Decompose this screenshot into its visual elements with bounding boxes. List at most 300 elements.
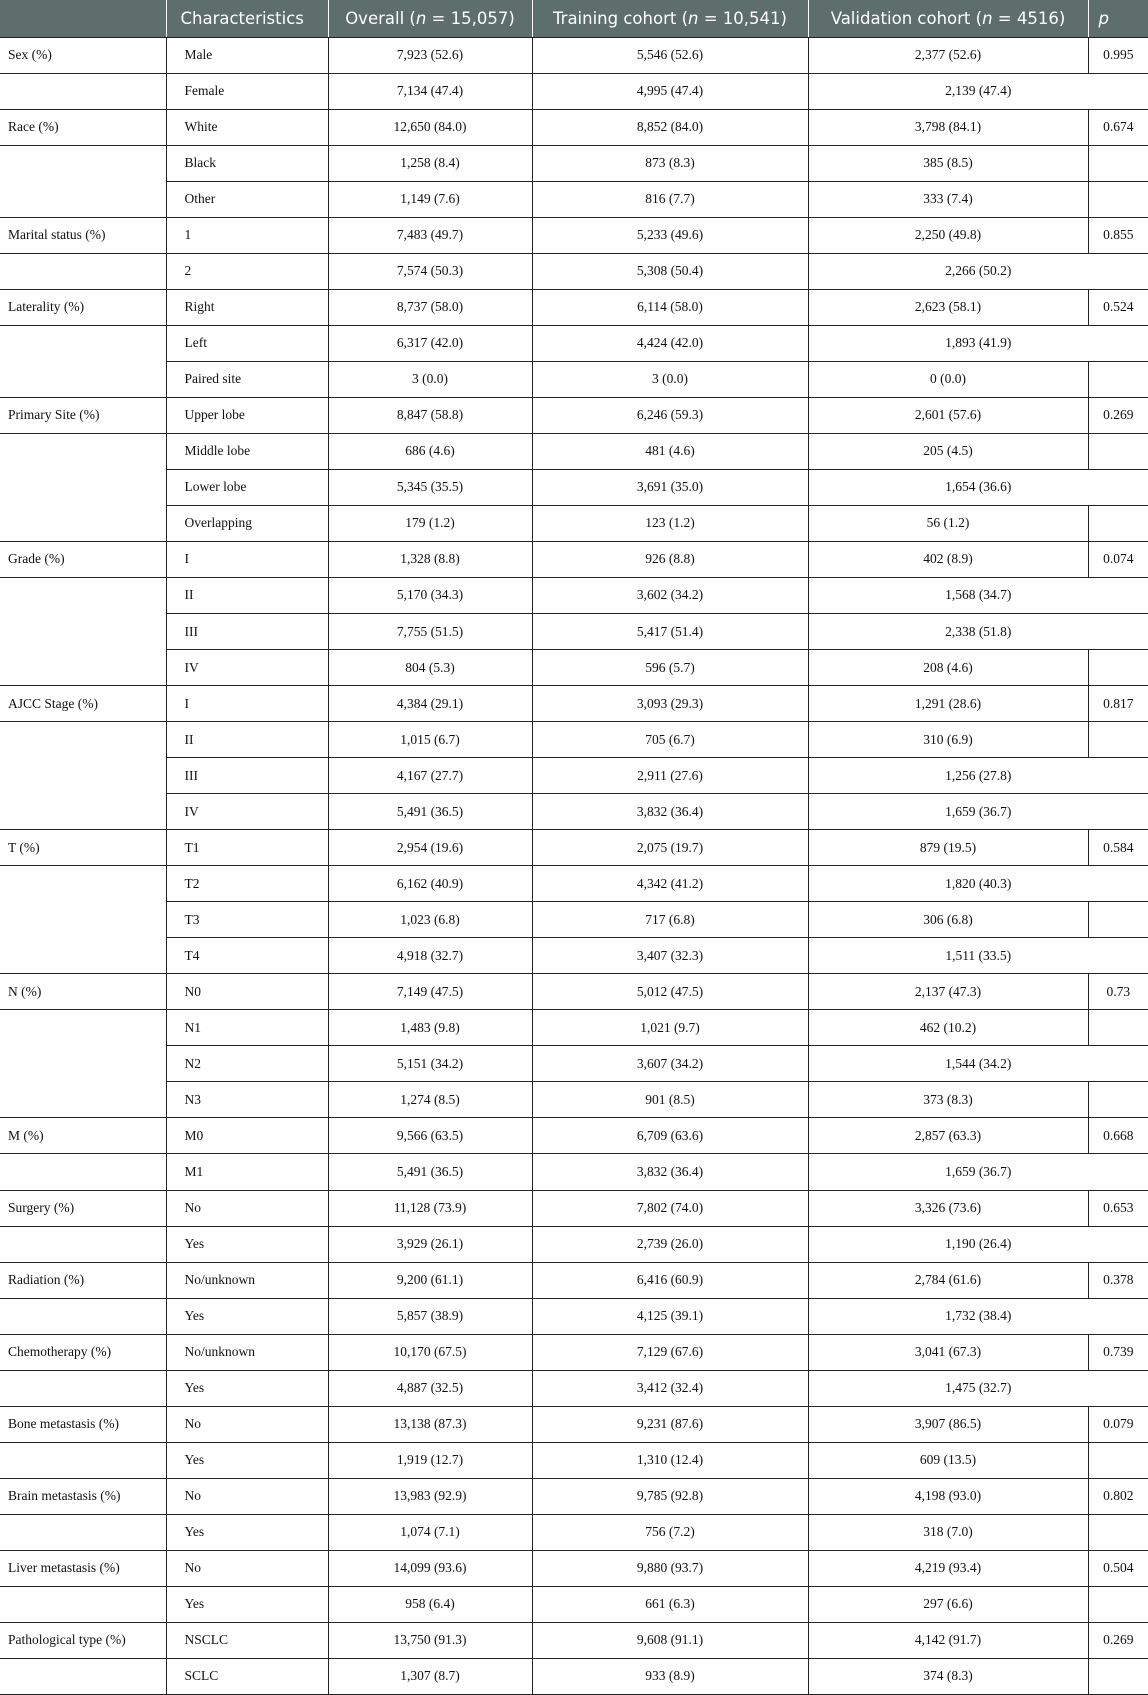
overall-cell: 958 (6.4) — [328, 1586, 532, 1622]
overall-cell: 804 (5.3) — [328, 650, 532, 686]
p-value-cell: 0.269 — [1088, 397, 1148, 433]
validation-cell: 208 (4.6) — [808, 650, 1088, 686]
validation-cell: 4,198 (93.0) — [808, 1478, 1088, 1514]
overall-cell: 4,918 (32.7) — [328, 938, 532, 974]
training-cell: 7,129 (67.6) — [532, 1334, 808, 1370]
validation-cell: 609 (13.5) — [808, 1442, 1088, 1478]
p-value-cell: 0.855 — [1088, 217, 1148, 253]
training-cell: 123 (1.2) — [532, 505, 808, 541]
validation-cell: 2,266 (50.2) — [808, 253, 1148, 289]
overall-cell: 6,162 (40.9) — [328, 866, 532, 902]
variable-cell-empty — [0, 794, 166, 830]
training-cell: 1,310 (12.4) — [532, 1442, 808, 1478]
overall-cell: 4,167 (27.7) — [328, 758, 532, 794]
p-value-cell: 0.504 — [1088, 1550, 1148, 1586]
header-blank — [0, 0, 166, 37]
variable-cell-empty — [0, 253, 166, 289]
variable-cell: Race (%) — [0, 109, 166, 145]
training-cell: 873 (8.3) — [532, 145, 808, 181]
overall-cell: 7,483 (49.7) — [328, 217, 532, 253]
overall-cell: 1,074 (7.1) — [328, 1514, 532, 1550]
variable-cell-empty — [0, 866, 166, 902]
table-row — [0, 577, 1148, 613]
variable-cell-empty — [0, 1586, 166, 1622]
validation-cell: 56 (1.2) — [808, 505, 1088, 541]
overall-cell: 7,574 (50.3) — [328, 253, 532, 289]
table-row — [0, 902, 1148, 938]
category-cell: Paired site — [166, 361, 328, 397]
training-cell: 8,852 (84.0) — [532, 109, 808, 145]
training-cell: 926 (8.8) — [532, 541, 808, 577]
table-row — [0, 938, 1148, 974]
overall-cell: 4,887 (32.5) — [328, 1370, 532, 1406]
variable-cell-empty — [0, 902, 166, 938]
table-row — [0, 1478, 1148, 1514]
overall-cell: 8,847 (58.8) — [328, 397, 532, 433]
validation-cell: 318 (7.0) — [808, 1514, 1088, 1550]
validation-cell: 4,142 (91.7) — [808, 1622, 1088, 1658]
variable-cell: Brain metastasis (%) — [0, 1478, 166, 1514]
table-row — [0, 1550, 1148, 1586]
p-value-cell: 0.802 — [1088, 1478, 1148, 1514]
validation-cell: 1,190 (26.4) — [808, 1226, 1148, 1262]
table-row — [0, 1082, 1148, 1118]
training-cell: 9,608 (91.1) — [532, 1622, 808, 1658]
training-cell: 3,412 (32.4) — [532, 1370, 808, 1406]
training-cell: 756 (7.2) — [532, 1514, 808, 1550]
training-cell: 5,546 (52.6) — [532, 37, 808, 73]
variable-cell-empty — [0, 938, 166, 974]
header-characteristics: Characteristics — [166, 0, 328, 37]
p-value-cell-empty — [1088, 1082, 1148, 1118]
variable-cell-empty — [0, 469, 166, 505]
table-row — [0, 1190, 1148, 1226]
validation-cell: 3,907 (86.5) — [808, 1406, 1088, 1442]
p-value-cell-empty — [1088, 1658, 1148, 1694]
variable-cell-empty — [0, 1370, 166, 1406]
p-value-cell: 0.524 — [1088, 289, 1148, 325]
validation-cell: 374 (8.3) — [808, 1658, 1088, 1694]
overall-cell: 11,128 (73.9) — [328, 1190, 532, 1226]
validation-cell: 3,798 (84.1) — [808, 109, 1088, 145]
table-row — [0, 217, 1148, 253]
category-cell: T2 — [166, 866, 328, 902]
validation-cell: 2,250 (49.8) — [808, 217, 1088, 253]
variable-cell-empty — [0, 1298, 166, 1334]
category-cell: Yes — [166, 1226, 328, 1262]
validation-cell: 2,338 (51.8) — [808, 614, 1148, 650]
overall-cell: 5,491 (36.5) — [328, 1154, 532, 1190]
validation-cell: 1,659 (36.7) — [808, 1154, 1148, 1190]
category-cell: T3 — [166, 902, 328, 938]
training-cell: 5,233 (49.6) — [532, 217, 808, 253]
variable-cell-empty — [0, 325, 166, 361]
category-cell: Female — [166, 73, 328, 109]
table-row — [0, 289, 1148, 325]
p-value-cell: 0.668 — [1088, 1118, 1148, 1154]
overall-cell: 7,923 (52.6) — [328, 37, 532, 73]
table-row — [0, 1262, 1148, 1298]
category-cell: No — [166, 1550, 328, 1586]
overall-cell: 7,134 (47.4) — [328, 73, 532, 109]
training-cell: 3,607 (34.2) — [532, 1046, 808, 1082]
training-cell: 3,691 (35.0) — [532, 469, 808, 505]
p-value-cell: 0.378 — [1088, 1262, 1148, 1298]
table-row — [0, 433, 1148, 469]
training-cell: 4,125 (39.1) — [532, 1298, 808, 1334]
variable-cell: Surgery (%) — [0, 1190, 166, 1226]
variable-cell: Radiation (%) — [0, 1262, 166, 1298]
validation-cell: 333 (7.4) — [808, 181, 1088, 217]
training-cell: 4,424 (42.0) — [532, 325, 808, 361]
table-row — [0, 830, 1148, 866]
overall-cell: 5,170 (34.3) — [328, 577, 532, 613]
table-row — [0, 614, 1148, 650]
variable-cell-empty — [0, 1226, 166, 1262]
category-cell: 2 — [166, 253, 328, 289]
p-value-cell: 0.995 — [1088, 37, 1148, 73]
table-row — [0, 1334, 1148, 1370]
category-cell: SCLC — [166, 1658, 328, 1694]
table-row — [0, 505, 1148, 541]
training-cell: 1,021 (9.7) — [532, 1010, 808, 1046]
validation-cell: 1,654 (36.6) — [808, 469, 1148, 505]
category-cell: M0 — [166, 1118, 328, 1154]
validation-cell: 1,568 (34.7) — [808, 577, 1148, 613]
overall-cell: 14,099 (93.6) — [328, 1550, 532, 1586]
training-cell: 661 (6.3) — [532, 1586, 808, 1622]
overall-cell: 1,919 (12.7) — [328, 1442, 532, 1478]
table-row — [0, 1226, 1148, 1262]
variable-cell-empty — [0, 1658, 166, 1694]
table-row — [0, 974, 1148, 1010]
p-value-cell-empty — [1088, 505, 1148, 541]
variable-cell-empty — [0, 1442, 166, 1478]
variable-cell: Liver metastasis (%) — [0, 1550, 166, 1586]
overall-cell: 2,954 (19.6) — [328, 830, 532, 866]
training-cell: 9,231 (87.6) — [532, 1406, 808, 1442]
training-cell: 3,832 (36.4) — [532, 794, 808, 830]
variable-cell: Grade (%) — [0, 541, 166, 577]
variable-cell: T (%) — [0, 830, 166, 866]
category-cell: II — [166, 722, 328, 758]
variable-cell-empty — [0, 614, 166, 650]
validation-cell: 2,139 (47.4) — [808, 73, 1148, 109]
training-cell: 6,246 (59.3) — [532, 397, 808, 433]
variable-cell-empty — [0, 181, 166, 217]
training-cell: 2,911 (27.6) — [532, 758, 808, 794]
validation-cell: 3,326 (73.6) — [808, 1190, 1088, 1226]
p-value-cell-empty — [1088, 722, 1148, 758]
overall-cell: 10,170 (67.5) — [328, 1334, 532, 1370]
validation-cell: 402 (8.9) — [808, 541, 1088, 577]
validation-cell: 2,784 (61.6) — [808, 1262, 1088, 1298]
table-row — [0, 1046, 1148, 1082]
table-row — [0, 794, 1148, 830]
category-cell: Other — [166, 181, 328, 217]
overall-cell: 13,750 (91.3) — [328, 1622, 532, 1658]
table-row — [0, 109, 1148, 145]
table-row — [0, 145, 1148, 181]
variable-cell: Pathological type (%) — [0, 1622, 166, 1658]
training-cell: 3,407 (32.3) — [532, 938, 808, 974]
training-cell: 3,832 (36.4) — [532, 1154, 808, 1190]
category-cell: Black — [166, 145, 328, 181]
category-cell: M1 — [166, 1154, 328, 1190]
category-cell: No/unknown — [166, 1334, 328, 1370]
overall-cell: 8,737 (58.0) — [328, 289, 532, 325]
training-cell: 5,012 (47.5) — [532, 974, 808, 1010]
training-cell: 717 (6.8) — [532, 902, 808, 938]
variable-cell: M (%) — [0, 1118, 166, 1154]
validation-cell: 2,377 (52.6) — [808, 37, 1088, 73]
overall-cell: 13,983 (92.9) — [328, 1478, 532, 1514]
table-row — [0, 686, 1148, 722]
p-value-cell-empty — [1088, 361, 1148, 397]
validation-cell: 1,475 (32.7) — [808, 1370, 1148, 1406]
validation-cell: 297 (6.6) — [808, 1586, 1088, 1622]
table-row — [0, 1406, 1148, 1442]
variable-cell: Sex (%) — [0, 37, 166, 73]
validation-cell: 205 (4.5) — [808, 433, 1088, 469]
overall-cell: 7,755 (51.5) — [328, 614, 532, 650]
p-value-cell-empty — [1088, 1010, 1148, 1046]
overall-cell: 179 (1.2) — [328, 505, 532, 541]
header-row — [0, 0, 1148, 37]
overall-cell: 5,151 (34.2) — [328, 1046, 532, 1082]
training-cell: 9,785 (92.8) — [532, 1478, 808, 1514]
p-value-cell-empty — [1088, 433, 1148, 469]
overall-cell: 1,149 (7.6) — [328, 181, 532, 217]
variable-cell: Primary Site (%) — [0, 397, 166, 433]
validation-cell: 0 (0.0) — [808, 361, 1088, 397]
table-row — [0, 866, 1148, 902]
variable-cell: N (%) — [0, 974, 166, 1010]
p-value-cell: 0.653 — [1088, 1190, 1148, 1226]
overall-cell: 1,483 (9.8) — [328, 1010, 532, 1046]
variable-cell-empty — [0, 758, 166, 794]
variable-cell-empty — [0, 1154, 166, 1190]
table-row — [0, 722, 1148, 758]
category-cell: White — [166, 109, 328, 145]
p-value-cell-empty — [1088, 650, 1148, 686]
header-validation-prefix: Validation cohort ( — [830, 8, 983, 28]
category-cell: Right — [166, 289, 328, 325]
validation-cell: 4,219 (93.4) — [808, 1550, 1088, 1586]
table-row — [0, 1370, 1148, 1406]
training-cell: 6,416 (60.9) — [532, 1262, 808, 1298]
table-row — [0, 1154, 1148, 1190]
overall-cell: 3,929 (26.1) — [328, 1226, 532, 1262]
overall-cell: 4,384 (29.1) — [328, 686, 532, 722]
category-cell: T1 — [166, 830, 328, 866]
table-row — [0, 397, 1148, 433]
training-cell: 9,880 (93.7) — [532, 1550, 808, 1586]
header-p — [1088, 0, 1148, 37]
overall-cell: 9,566 (63.5) — [328, 1118, 532, 1154]
table-body — [0, 37, 1148, 1695]
training-cell: 2,739 (26.0) — [532, 1226, 808, 1262]
variable-cell-empty — [0, 1082, 166, 1118]
variable-cell-empty — [0, 1010, 166, 1046]
validation-cell: 1,291 (28.6) — [808, 686, 1088, 722]
p-value-cell: 0.269 — [1088, 1622, 1148, 1658]
category-cell: No/unknown — [166, 1262, 328, 1298]
training-cell: 6,709 (63.6) — [532, 1118, 808, 1154]
training-cell: 705 (6.7) — [532, 722, 808, 758]
category-cell: 1 — [166, 217, 328, 253]
overall-cell: 13,138 (87.3) — [328, 1406, 532, 1442]
category-cell: N3 — [166, 1082, 328, 1118]
overall-cell: 12,650 (84.0) — [328, 109, 532, 145]
training-cell: 933 (8.9) — [532, 1658, 808, 1694]
p-value-cell-empty — [1088, 181, 1148, 217]
overall-cell: 6,317 (42.0) — [328, 325, 532, 361]
category-cell: III — [166, 758, 328, 794]
validation-cell: 310 (6.9) — [808, 722, 1088, 758]
validation-cell: 2,601 (57.6) — [808, 397, 1088, 433]
header-training-suffix: = 10,541) — [698, 8, 787, 28]
validation-cell: 879 (19.5) — [808, 830, 1088, 866]
header-validation-n: n — [982, 8, 993, 28]
overall-cell: 1,307 (8.7) — [328, 1658, 532, 1694]
variable-cell-empty — [0, 433, 166, 469]
validation-cell: 2,623 (58.1) — [808, 289, 1088, 325]
overall-cell: 1,258 (8.4) — [328, 145, 532, 181]
validation-cell: 2,857 (63.3) — [808, 1118, 1088, 1154]
category-cell: Lower lobe — [166, 469, 328, 505]
training-cell: 7,802 (74.0) — [532, 1190, 808, 1226]
validation-cell: 1,544 (34.2) — [808, 1046, 1148, 1082]
training-cell: 3,602 (34.2) — [532, 577, 808, 613]
category-cell: Yes — [166, 1442, 328, 1478]
table-header — [0, 0, 1148, 37]
table-row — [0, 758, 1148, 794]
header-overall-n: n — [415, 8, 427, 28]
table-row — [0, 541, 1148, 577]
category-cell: Upper lobe — [166, 397, 328, 433]
category-cell: NSCLC — [166, 1622, 328, 1658]
category-cell: Male — [166, 37, 328, 73]
variable-cell-empty — [0, 722, 166, 758]
p-value-cell: 0.074 — [1088, 541, 1148, 577]
header-training — [532, 0, 808, 37]
table-row — [0, 1586, 1148, 1622]
overall-cell: 9,200 (61.1) — [328, 1262, 532, 1298]
category-cell: Yes — [166, 1370, 328, 1406]
table-row — [0, 1622, 1148, 1658]
category-cell: IV — [166, 650, 328, 686]
category-cell: Yes — [166, 1586, 328, 1622]
validation-cell: 373 (8.3) — [808, 1082, 1088, 1118]
variable-cell-empty — [0, 361, 166, 397]
category-cell: No — [166, 1406, 328, 1442]
header-validation-suffix: = 4516) — [992, 8, 1066, 28]
validation-cell: 462 (10.2) — [808, 1010, 1088, 1046]
validation-cell: 3,041 (67.3) — [808, 1334, 1088, 1370]
category-cell: Left — [166, 325, 328, 361]
variable-cell: Marital status (%) — [0, 217, 166, 253]
training-cell: 4,995 (47.4) — [532, 73, 808, 109]
header-overall-suffix: = 15,057) — [426, 8, 515, 28]
category-cell: Yes — [166, 1514, 328, 1550]
p-value-cell-empty — [1088, 902, 1148, 938]
overall-cell: 1,328 (8.8) — [328, 541, 532, 577]
p-value-cell: 0.584 — [1088, 830, 1148, 866]
table-row — [0, 181, 1148, 217]
validation-cell: 1,820 (40.3) — [808, 866, 1148, 902]
overall-cell: 7,149 (47.5) — [328, 974, 532, 1010]
overall-cell: 5,857 (38.9) — [328, 1298, 532, 1334]
validation-cell: 1,256 (27.8) — [808, 758, 1148, 794]
variable-cell: Bone metastasis (%) — [0, 1406, 166, 1442]
validation-cell: 306 (6.8) — [808, 902, 1088, 938]
validation-cell: 1,659 (36.7) — [808, 794, 1148, 830]
table-row — [0, 1010, 1148, 1046]
p-value-cell-empty — [1088, 1442, 1148, 1478]
validation-cell: 1,511 (33.5) — [808, 938, 1148, 974]
training-cell: 2,075 (19.7) — [532, 830, 808, 866]
table-row — [0, 325, 1148, 361]
training-cell: 4,342 (41.2) — [532, 866, 808, 902]
training-cell: 3,093 (29.3) — [532, 686, 808, 722]
variable-cell-empty — [0, 145, 166, 181]
overall-cell: 5,345 (35.5) — [328, 469, 532, 505]
header-validation — [808, 0, 1088, 37]
overall-cell: 1,015 (6.7) — [328, 722, 532, 758]
header-overall — [328, 0, 532, 37]
category-cell: III — [166, 614, 328, 650]
category-cell: No — [166, 1190, 328, 1226]
table-row — [0, 1298, 1148, 1334]
header-overall-prefix: Overall ( — [345, 8, 416, 28]
training-cell: 816 (7.7) — [532, 181, 808, 217]
validation-cell: 1,732 (38.4) — [808, 1298, 1148, 1334]
table-row — [0, 1658, 1148, 1694]
table-row — [0, 650, 1148, 686]
category-cell: I — [166, 541, 328, 577]
p-value-cell-empty — [1088, 145, 1148, 181]
validation-cell: 385 (8.5) — [808, 145, 1088, 181]
category-cell: N0 — [166, 974, 328, 1010]
training-cell: 3 (0.0) — [532, 361, 808, 397]
category-cell: Yes — [166, 1298, 328, 1334]
category-cell: II — [166, 577, 328, 613]
training-cell: 6,114 (58.0) — [532, 289, 808, 325]
category-cell: No — [166, 1478, 328, 1514]
table-row — [0, 469, 1148, 505]
category-cell: N1 — [166, 1010, 328, 1046]
p-value-cell: 0.739 — [1088, 1334, 1148, 1370]
variable-cell-empty — [0, 577, 166, 613]
variable-cell-empty — [0, 505, 166, 541]
variable-cell: Chemotherapy (%) — [0, 1334, 166, 1370]
variable-cell-empty — [0, 73, 166, 109]
p-value-cell: 0.079 — [1088, 1406, 1148, 1442]
category-cell: Overlapping — [166, 505, 328, 541]
training-cell: 901 (8.5) — [532, 1082, 808, 1118]
p-value-cell: 0.73 — [1088, 974, 1148, 1010]
variable-cell-empty — [0, 650, 166, 686]
training-cell: 5,308 (50.4) — [532, 253, 808, 289]
validation-cell: 2,137 (47.3) — [808, 974, 1088, 1010]
variable-cell-empty — [0, 1046, 166, 1082]
variable-cell: Laterality (%) — [0, 289, 166, 325]
validation-cell: 1,893 (41.9) — [808, 325, 1148, 361]
p-value-cell-empty — [1088, 1514, 1148, 1550]
table-row — [0, 253, 1148, 289]
category-cell: N2 — [166, 1046, 328, 1082]
